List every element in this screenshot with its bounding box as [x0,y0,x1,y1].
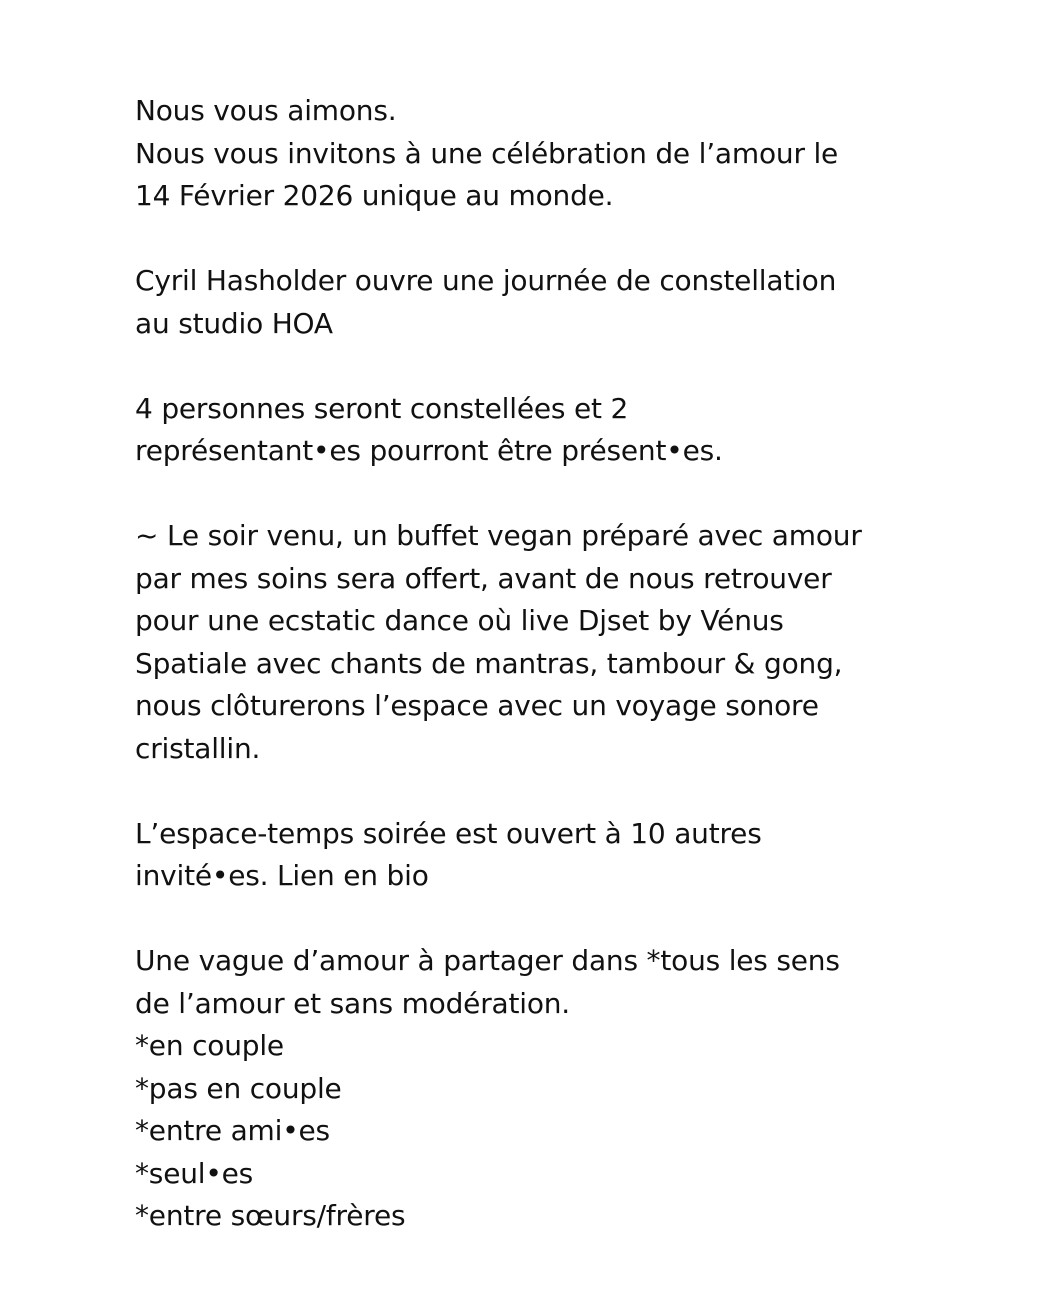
text-line: pour une ecstatic dance où live Djset by Vénus [135,604,784,637]
text-line: L’espace-temps soirée est ouvert à 10 autres [135,816,762,850]
guests-paragraph [135,813,935,898]
text-line: par mes soins sera offert, avant de nous retrouver [135,561,832,595]
text-line: Nous vous invitons à une célébration de l’amour le [135,136,839,170]
text-line: nous clôturerons l’espace avec un voyage sonore [135,689,819,722]
text-line: au studio HOA [135,306,333,340]
text-line: Une vague d’amour à partager dans *tous les sens [135,944,840,977]
participants-paragraph [135,388,935,473]
text-line: représentant•es pourront être présent•es. [135,434,723,467]
love-paragraph [135,940,935,1238]
list-item: *pas en couple [135,1071,342,1105]
intro-paragraph [135,90,935,218]
text-line: Cyril Hasholder ouvre une journée de constellation [135,264,837,297]
list-item: *entre ami•es [135,1114,330,1147]
text-line: 14 Février 2026 unique au monde. [135,179,614,212]
list-item: *en couple [135,1029,284,1062]
text-line: Spatiale avec chants de mantras, tambour & gong, [135,646,843,680]
text-line: ~ Le soir venu, un buffet vegan préparé avec amour [135,519,862,552]
host-paragraph [135,260,935,345]
text-line: de l’amour et sans modération. [135,986,571,1020]
text-line: 4 personnes seront constellées et 2 [135,391,629,425]
list-item: *entre sœurs/frères [135,1199,406,1232]
text-line: Nous vous aimons. [135,94,397,127]
text-line: cristallin. [135,731,261,765]
text-line: invité•es. Lien en bio [135,859,429,892]
list-item: *seul•es [135,1156,254,1190]
invitation-text [135,90,935,1238]
evening-paragraph [135,515,935,770]
